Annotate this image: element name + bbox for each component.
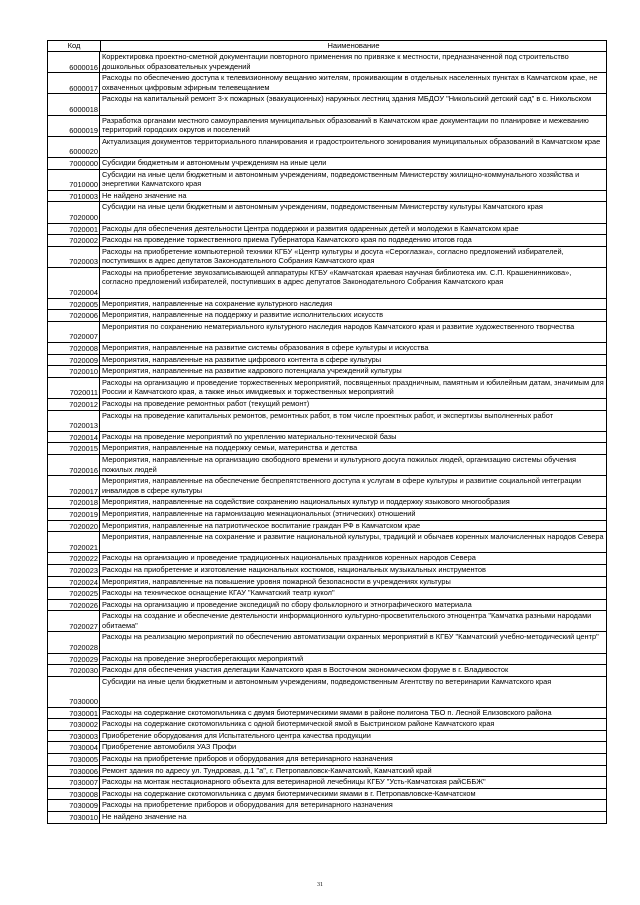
row-name: Субсидии на иные цели бюджетным и автономным учреждениям, подведомственным Министерству культуры Камчатского края [102, 202, 543, 212]
table-row [48, 754, 606, 766]
row-name: Мероприятия, направленные на развитие цифрового контента в сфере культуры [102, 354, 382, 364]
row-name: Расходы на организацию и проведение традиционных национальных праздников коренных народов Севера [102, 553, 476, 563]
table-row [48, 532, 606, 553]
table-row [48, 137, 606, 158]
table-row [48, 553, 606, 565]
row-code: 7010000 [48, 170, 100, 190]
row-name: Приобретение оборудования для Испытательного центра качества продукции [102, 730, 371, 740]
row-code: 7020011 [48, 378, 100, 398]
row-name: Расходы на реализацию мероприятий по обеспечению автоматизации охранных мероприятий в КГБУ "Камчатский учебно-методический центр" [102, 632, 599, 642]
row-code: 7020018 [48, 497, 100, 508]
row-name: Мероприятия, направленные на содействие сохранению национальных культур и поддержку языкового многообразия [102, 497, 510, 507]
table-row [48, 224, 606, 236]
row-code: 7020006 [48, 310, 100, 321]
table-row [48, 476, 606, 497]
row-code: 6000018 [48, 94, 100, 114]
row-name: Расходы на содержание скотомогильника с двумя биотермическими ямами в г. Петропавловске-Камчатском [102, 788, 476, 798]
row-name: Расходы на приобретение приборов и оборудования для ветеринарного назначения [102, 800, 393, 810]
row-name: Мероприятия, направленные на поддержку и развитие исполнительских искусств [102, 310, 384, 320]
row-name: Расходы по обеспечению доступа к телевизионному вещанию жителям, проживающим в отдельных населенных пунктах в Камчатском крае, не охваченных цифровым эфирным телевещанием [102, 73, 598, 92]
row-name: Не найдено значение на [102, 812, 187, 821]
row-name: Мероприятия, направленные на развитие кадрового потенциала учреждений культуры [102, 366, 402, 376]
table-row [48, 268, 606, 299]
row-code: 7020026 [48, 600, 100, 611]
row-code: 7020013 [48, 411, 100, 431]
table-row [48, 73, 606, 94]
table-body [48, 52, 606, 824]
row-name: Мероприятия, направленные на обеспечение беспрепятственного доступа к услугам в сфере культуры и развитие социальной интеграции инвалидов в сфере культуры [102, 476, 581, 495]
row-name: Расходы на содержание скотомогильника с двумя биотермическими ямами в районе полигона ТБО п. Лесной Елизовского района [102, 707, 552, 717]
row-code: 6000020 [48, 137, 100, 157]
table-row [48, 565, 606, 577]
row-code: 6000019 [48, 116, 100, 136]
row-name: Не найдено значение на [102, 190, 187, 200]
row-code: 7030006 [48, 766, 100, 777]
row-name: Расходы на приобретение и изготовление национальных костюмов, национальных музыкальных инструментов [102, 564, 486, 574]
row-code: 7020029 [48, 654, 100, 665]
row-name: Мероприятия по сохранению нематериального культурного наследия народов Камчатского края и развитие художественного творчества [102, 321, 575, 331]
row-code: 7010003 [48, 191, 100, 202]
table-row [48, 497, 606, 509]
row-name: Мероприятия, направленные на гармонизацию межнациональных (этнических) отношений [102, 508, 416, 518]
table-row [48, 247, 606, 268]
table-row [48, 322, 606, 343]
row-code: 7020008 [48, 343, 100, 354]
table-row [48, 577, 606, 589]
row-code: 7000000 [48, 158, 100, 169]
table-row [48, 443, 606, 455]
table-header [48, 41, 606, 52]
table-row [48, 378, 606, 399]
table-row [48, 521, 606, 533]
row-code: 7020001 [48, 224, 100, 235]
row-code: 7030010 [48, 812, 100, 823]
row-code: 7020015 [48, 443, 100, 454]
row-code: 7030009 [48, 800, 100, 811]
row-name: Расходы на приобретение приборов и оборудования для ветеринарного назначения [102, 754, 393, 764]
row-code: 7020007 [48, 322, 100, 342]
row-name: Расходы на организацию и проведение торжественных мероприятий, посвященных праздничным, памятным и юбилейным датам, значимым для России и Камчатского края, а также иных имиджевых и торжественных мероприятий [102, 377, 604, 397]
row-code: 7030007 [48, 777, 100, 788]
row-code: 6000016 [48, 52, 100, 72]
table-row [48, 588, 606, 600]
row-name: Разработка органами местного самоуправления муниципальных образований в Камчатском крае документации по планировке и межеванию территорий городских округов и поселений [102, 115, 589, 135]
row-code: 7020012 [48, 399, 100, 410]
table-row [48, 654, 606, 666]
table-row [48, 665, 606, 677]
table-row [48, 509, 606, 521]
header-code: Код [48, 41, 101, 51]
row-name: Приобретение автомобиля УАЗ Профи [102, 742, 237, 752]
table-row [48, 455, 606, 476]
table-row [48, 366, 606, 378]
row-code: 7020021 [48, 532, 100, 552]
table-row [48, 719, 606, 731]
row-code: 7030003 [48, 731, 100, 742]
table-row [48, 600, 606, 612]
table-row [48, 677, 606, 708]
table-row [48, 731, 606, 743]
row-code: 7020003 [48, 247, 100, 267]
table-row [48, 94, 606, 115]
table-row [48, 202, 606, 223]
table-row [48, 611, 606, 632]
row-code: 6000017 [48, 73, 100, 93]
table-row [48, 116, 606, 137]
codes-table [47, 40, 607, 824]
row-name: Расходы для обеспечения участия делегации Камчатского края в Восточном экономическом форуме в г. Владивосток [102, 665, 509, 675]
row-name: Расходы на капитальный ремонт 3-х пожарных (эвакуационных) наружных лестниц здания МБДОУ "Никольский детский сад" в с. Никольском [102, 94, 592, 104]
row-name: Расходы на проведение ремонтных работ (текущий ремонт) [102, 399, 310, 409]
row-code: 7020028 [48, 632, 100, 652]
row-code: 7020024 [48, 577, 100, 588]
row-code: 7020005 [48, 299, 100, 310]
row-name: Расходы на содержание скотомогильника с одной биотермической ямой в Быстринском районе Камчатского края [102, 719, 495, 729]
row-code: 7030000 [48, 677, 100, 707]
row-code: 7020016 [48, 455, 100, 475]
row-name: Субсидии бюджетным и автономным учреждениям на иные цели [102, 157, 327, 167]
table-row [48, 355, 606, 367]
table-row [48, 411, 606, 432]
row-name: Расходы на организацию и проведение экспедиций по сбору фольклорного и этнографического материала [102, 599, 472, 609]
row-code: 7030008 [48, 789, 100, 800]
row-name: Мероприятия, направленные на сохранение и развитие национальной культуры, традиций и обычаев коренных малочисленных народов Севера [102, 532, 604, 542]
row-code: 7020000 [48, 202, 100, 222]
table-row [48, 235, 606, 247]
row-name: Мероприятия, направленные на развитие системы образования в сфере культуры и искусства [102, 343, 429, 353]
row-code: 7020010 [48, 366, 100, 377]
row-code: 7020017 [48, 476, 100, 496]
row-name: Расходы на проведение капитальных ремонтов, ремонтных работ, в том числе проектных работ, и экспертизы выполненных работ [102, 410, 554, 420]
table-row [48, 158, 606, 170]
table-row [48, 766, 606, 778]
row-name: Расходы на проведение торжественного приема Губернатора Камчатского края по подведению итогов года [102, 235, 472, 245]
table-row [48, 343, 606, 355]
table-row [48, 399, 606, 411]
row-name: Актуализация документов территориального планирования и градостроительного зонирования муниципальных образований в Камчатском крае [102, 136, 601, 146]
row-code: 7020014 [48, 432, 100, 443]
row-name: Расходы на создание и обеспечение деятельности информационного культурно-просветительского этноцентра "Камчатка разными народами обитаема" [102, 611, 592, 630]
table-row [48, 789, 606, 801]
row-code: 7030005 [48, 754, 100, 765]
row-name: Мероприятия, направленные на патриотическое воспитание граждан РФ в Камчатском крае [102, 520, 421, 530]
row-code: 7020009 [48, 355, 100, 366]
row-name: Мероприятия, направленные на поддержку семьи, материнства и детства [102, 443, 358, 453]
table-row [48, 432, 606, 444]
row-name: Мероприятия, направленные на повышение уровня пожарной безопасности в учреждениях культуры [102, 576, 451, 586]
row-name: Расходы для обеспечения деятельности Центра поддержки и развития одаренных детей и молодежи в Камчатском крае [102, 223, 519, 233]
row-name: Ремонт здания по адресу ул. Тундровая, д.1 "а", г. Петропавловск-Камчатский, Камчатский край [102, 765, 432, 775]
table-row [48, 742, 606, 754]
row-code: 7030001 [48, 708, 100, 719]
row-name: Расходы на приобретение компьютерной техники КГБУ «Центр культуры и досуга «Сероглазка», согласно предложений избирателей, поступивших в адрес депутатов Законодательного Собрания Камчатского края [102, 246, 564, 266]
row-name: Расходы на проведение энергосберегающих мероприятий [102, 653, 304, 663]
row-name: Мероприятия, направленные на организацию свободного времени и культурного досуга пожилых людей, организацию системы обучения пожилых людей [102, 454, 577, 474]
row-code: 7020022 [48, 553, 100, 564]
row-name: Расходы на проведение мероприятий по укреплению материально-технической базы [102, 431, 397, 441]
table-row [48, 310, 606, 322]
row-code: 7020025 [48, 588, 100, 599]
row-code: 7030004 [48, 742, 100, 753]
row-code: 7020030 [48, 665, 100, 676]
row-code: 7020004 [48, 268, 100, 298]
row-name: Корректировка проектно-сметной документации повторного применения по привязке к местности, предназначенной под строительство дошкольных образовательных учреждений [102, 52, 569, 71]
row-name: Субсидии на иные цели бюджетным и автономным учреждениям, подведомственным Агентству по ветеринарии Камчатского края [102, 676, 552, 686]
table-row [48, 708, 606, 720]
table-row [48, 812, 606, 824]
header-name: Наименование [327, 41, 380, 50]
page-number: 31 [317, 882, 323, 888]
row-code: 7020027 [48, 611, 100, 631]
row-name: Субсидии на иные цели бюджетным и автономным учреждениям, подведомственным Министерству жилищно-коммунального хозяйства и энергетики Камчатского края [102, 169, 580, 189]
table-row [48, 170, 606, 191]
row-code: 7020020 [48, 521, 100, 532]
table-row [48, 800, 606, 812]
row-code: 7020019 [48, 509, 100, 520]
row-name: Расходы на техническое оснащение КГАУ "Камчатский театр кукол" [102, 588, 335, 598]
row-code: 7020023 [48, 565, 100, 576]
table-row [48, 777, 606, 789]
row-code: 7020002 [48, 235, 100, 246]
table-row [48, 632, 606, 653]
table-row [48, 52, 606, 73]
table-row [48, 299, 606, 311]
row-name: Расходы на монтаж нестационарного объекта для ветеринарной лечебницы КГБУ "Усть-Камчатская райСББЖ" [102, 777, 486, 787]
row-code: 7030002 [48, 719, 100, 730]
table-row [48, 191, 606, 203]
row-name: Мероприятия, направленные на сохранение культурного наследия [102, 298, 333, 308]
row-name: Расходы на приобретение звукозаписывающей аппаратуры КГБУ «Камчатская краевая научная библиотека им. С.П. Крашенинникова», согласно предложений избирателей, поступивших в адрес депутатов Законодательного Собрания Камчатского края [102, 267, 572, 287]
